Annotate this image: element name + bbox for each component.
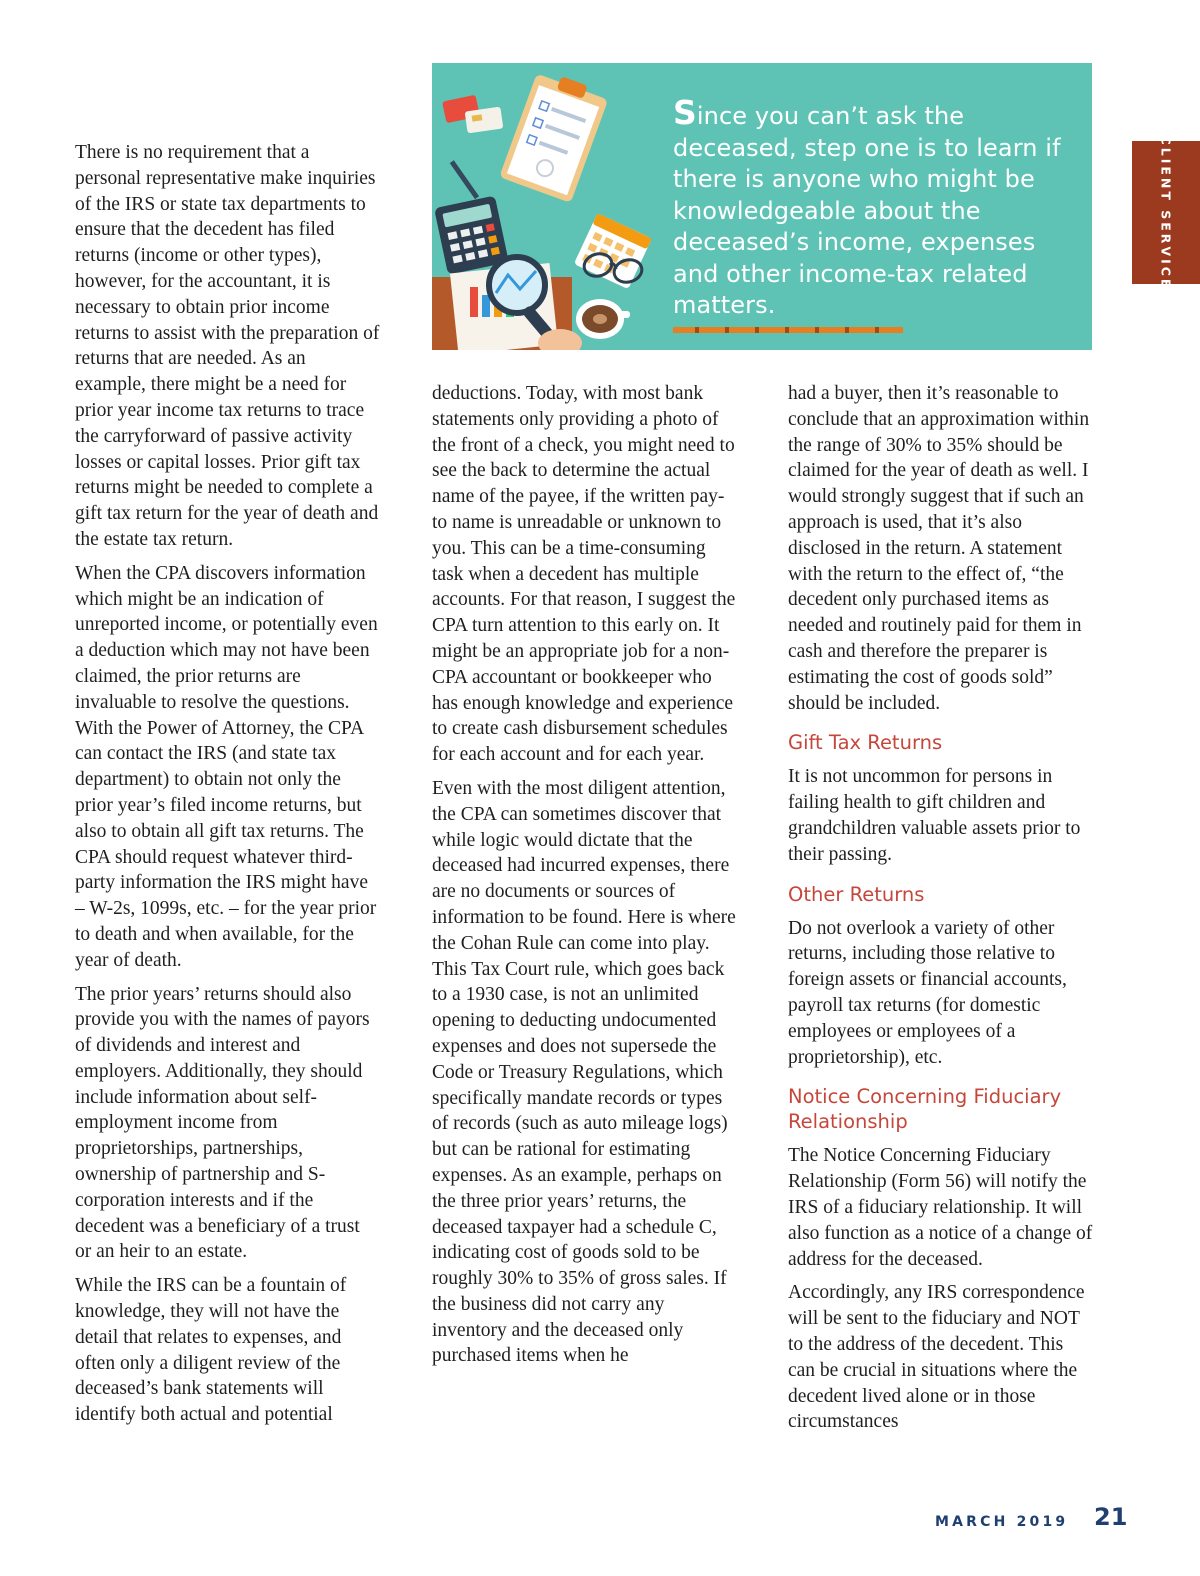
pull-quote-initial: S [673,93,697,132]
paragraph: The Notice Concerning Fiduciary Relationship (Form 56) will notify the IRS of a fiduciary relationship. It will also function as a notice of a change of address for the deceased. [788,1145,1093,1270]
article-column-3 [788,381,1093,1443]
article-column-2 [432,381,737,1377]
heading-other-returns: Other Returns [788,882,925,906]
paragraph: It is not uncommon for persons in failing health to gift children and grandchildren valuable assets prior to their passing. [788,766,1081,865]
paragraph: There is no requirement that a personal representative make inquiries of the IRS or state tax departments to ensure that the decedent has filed returns (income or other types), however, for the accountant, it is necessary to obtain prior income returns to assist with the preparation of returns that are needed. As an example, there might be a need for prior year income tax returns to trace the carryforward of passive activity losses or capital losses. Prior gift tax returns might be needed to complete a gift tax return for the year of death and the estate tax return. [75,142,380,550]
article-column-1 [75,140,380,1436]
paragraph: had a buyer, then it’s reasonable to conclude that an approximation within the range of 30% to 35% should be claimed for the year of death as well. I would strongly suggest that if such an approach is used, that it’s also disclosed in the return. A statement with the return to the effect of, “the decedent only purchased items as needed and routinely paid for them in cash and therefore the preparer is estimating the cost of goods sold” should be included. [788,383,1090,714]
pull-quote-text: ince you can’t ask the deceased, step one is to learn if there is anyone who might be knowledgeable about the deceased’s income, expenses and other income-tax related matters. [673,102,1061,319]
paragraph: While the IRS can be a fountain of knowledge, they will not have the detail that relates to expenses, and often only a diligent review of the deceased’s bank statements will identify both actual and potential [75,1275,347,1426]
paragraph: deductions. Today, with most bank statements only providing a photo of the front of a check, you might need to see the back to determine the actual name of the payee, if the written pay-to name is unreadable or unknown to you. This can be a time-consuming task when a decedent has multiple accounts. For that reason, I suggest the CPA turn attention to this early on. It might be an appropriate job for a non-CPA accountant or bookkeeper who has enough knowledge and experience to create cash disbursement schedules for each account and for each year. [432,383,736,766]
pull-quote-banner [432,63,1092,350]
desk-illustration [432,63,682,350]
heading-gift-tax-returns: Gift Tax Returns [788,731,943,755]
paragraph: When the CPA discovers information which might be an indication of unreported income, or potentially even a deduction which may not have been claimed, the prior returns are invaluable to resolve the questions. With the Power of Attorney, the CPA can contact the IRS (and state tax department) to obtain not only the prior year’s filed income returns, but also to obtain all gift tax returns. The CPA should request whatever third-party information the IRS might have – W-2s, 1099s, etc. – for the year prior to death and when available, for the year of death. [75,562,378,971]
pull-quote-rule [673,327,903,333]
pen-icon [450,160,479,199]
footer-date: MARCH 2019 [935,1514,1069,1530]
section-tab-label: CLIENT SERVICE [1158,135,1174,290]
section-tab [1132,135,1200,290]
page-number: 21 [1094,1503,1128,1531]
paragraph: Even with the most diligent attention, the CPA can sometimes discover that while logic would dictate that the deceased had incurred expenses, there are no documents or sources of information to be found. Here is where the Cohan Rule can come into play. This Tax Court rule, which goes back to a 1930 case, is not an unlimited opening to deducting undocumented expenses and does not supersede the Code or Treasury Regulations, which specifically mandate records or types of records (such as auto mileage logs) but can be rational for estimating expenses. As an example, perhaps on the three prior years’ returns, the deceased taxpayer had a schedule C, indicating cost of goods sold to be roughly 30% to 35% of gross sales. If the business did not carry any inventory and the deceased only purchased items when he [432,777,736,1367]
heading-notice-fiduciary: Notice Concerning Fiduciary Relationship [788,1085,1062,1134]
pull-quote [673,93,1083,322]
clipboard-icon [499,68,610,203]
paragraph: Do not overlook a variety of other returns, including those relative to foreign assets or financial accounts, payroll tax returns (for domestic employees or employees of a proprietorship), etc. [788,917,1067,1068]
paragraph: Accordingly, any IRS correspondence will be sent to the fiduciary and NOT to the address of the decedent. This can be crucial in situations where the decedent lived alone or in those circumstances [788,1282,1085,1433]
paragraph: The prior years’ returns should also provide you with the names of payors of dividends and interest and employers. Additionally, they should include information about self-employment income from proprietorships, partnerships, ownership of partnership and S-corporation interests and if the decedent was a beneficiary of a trust or an heir to an estate. [75,983,370,1263]
coffee-cup-icon [576,299,630,339]
credit-card-icon [442,95,503,134]
calendar-icon [574,213,652,289]
